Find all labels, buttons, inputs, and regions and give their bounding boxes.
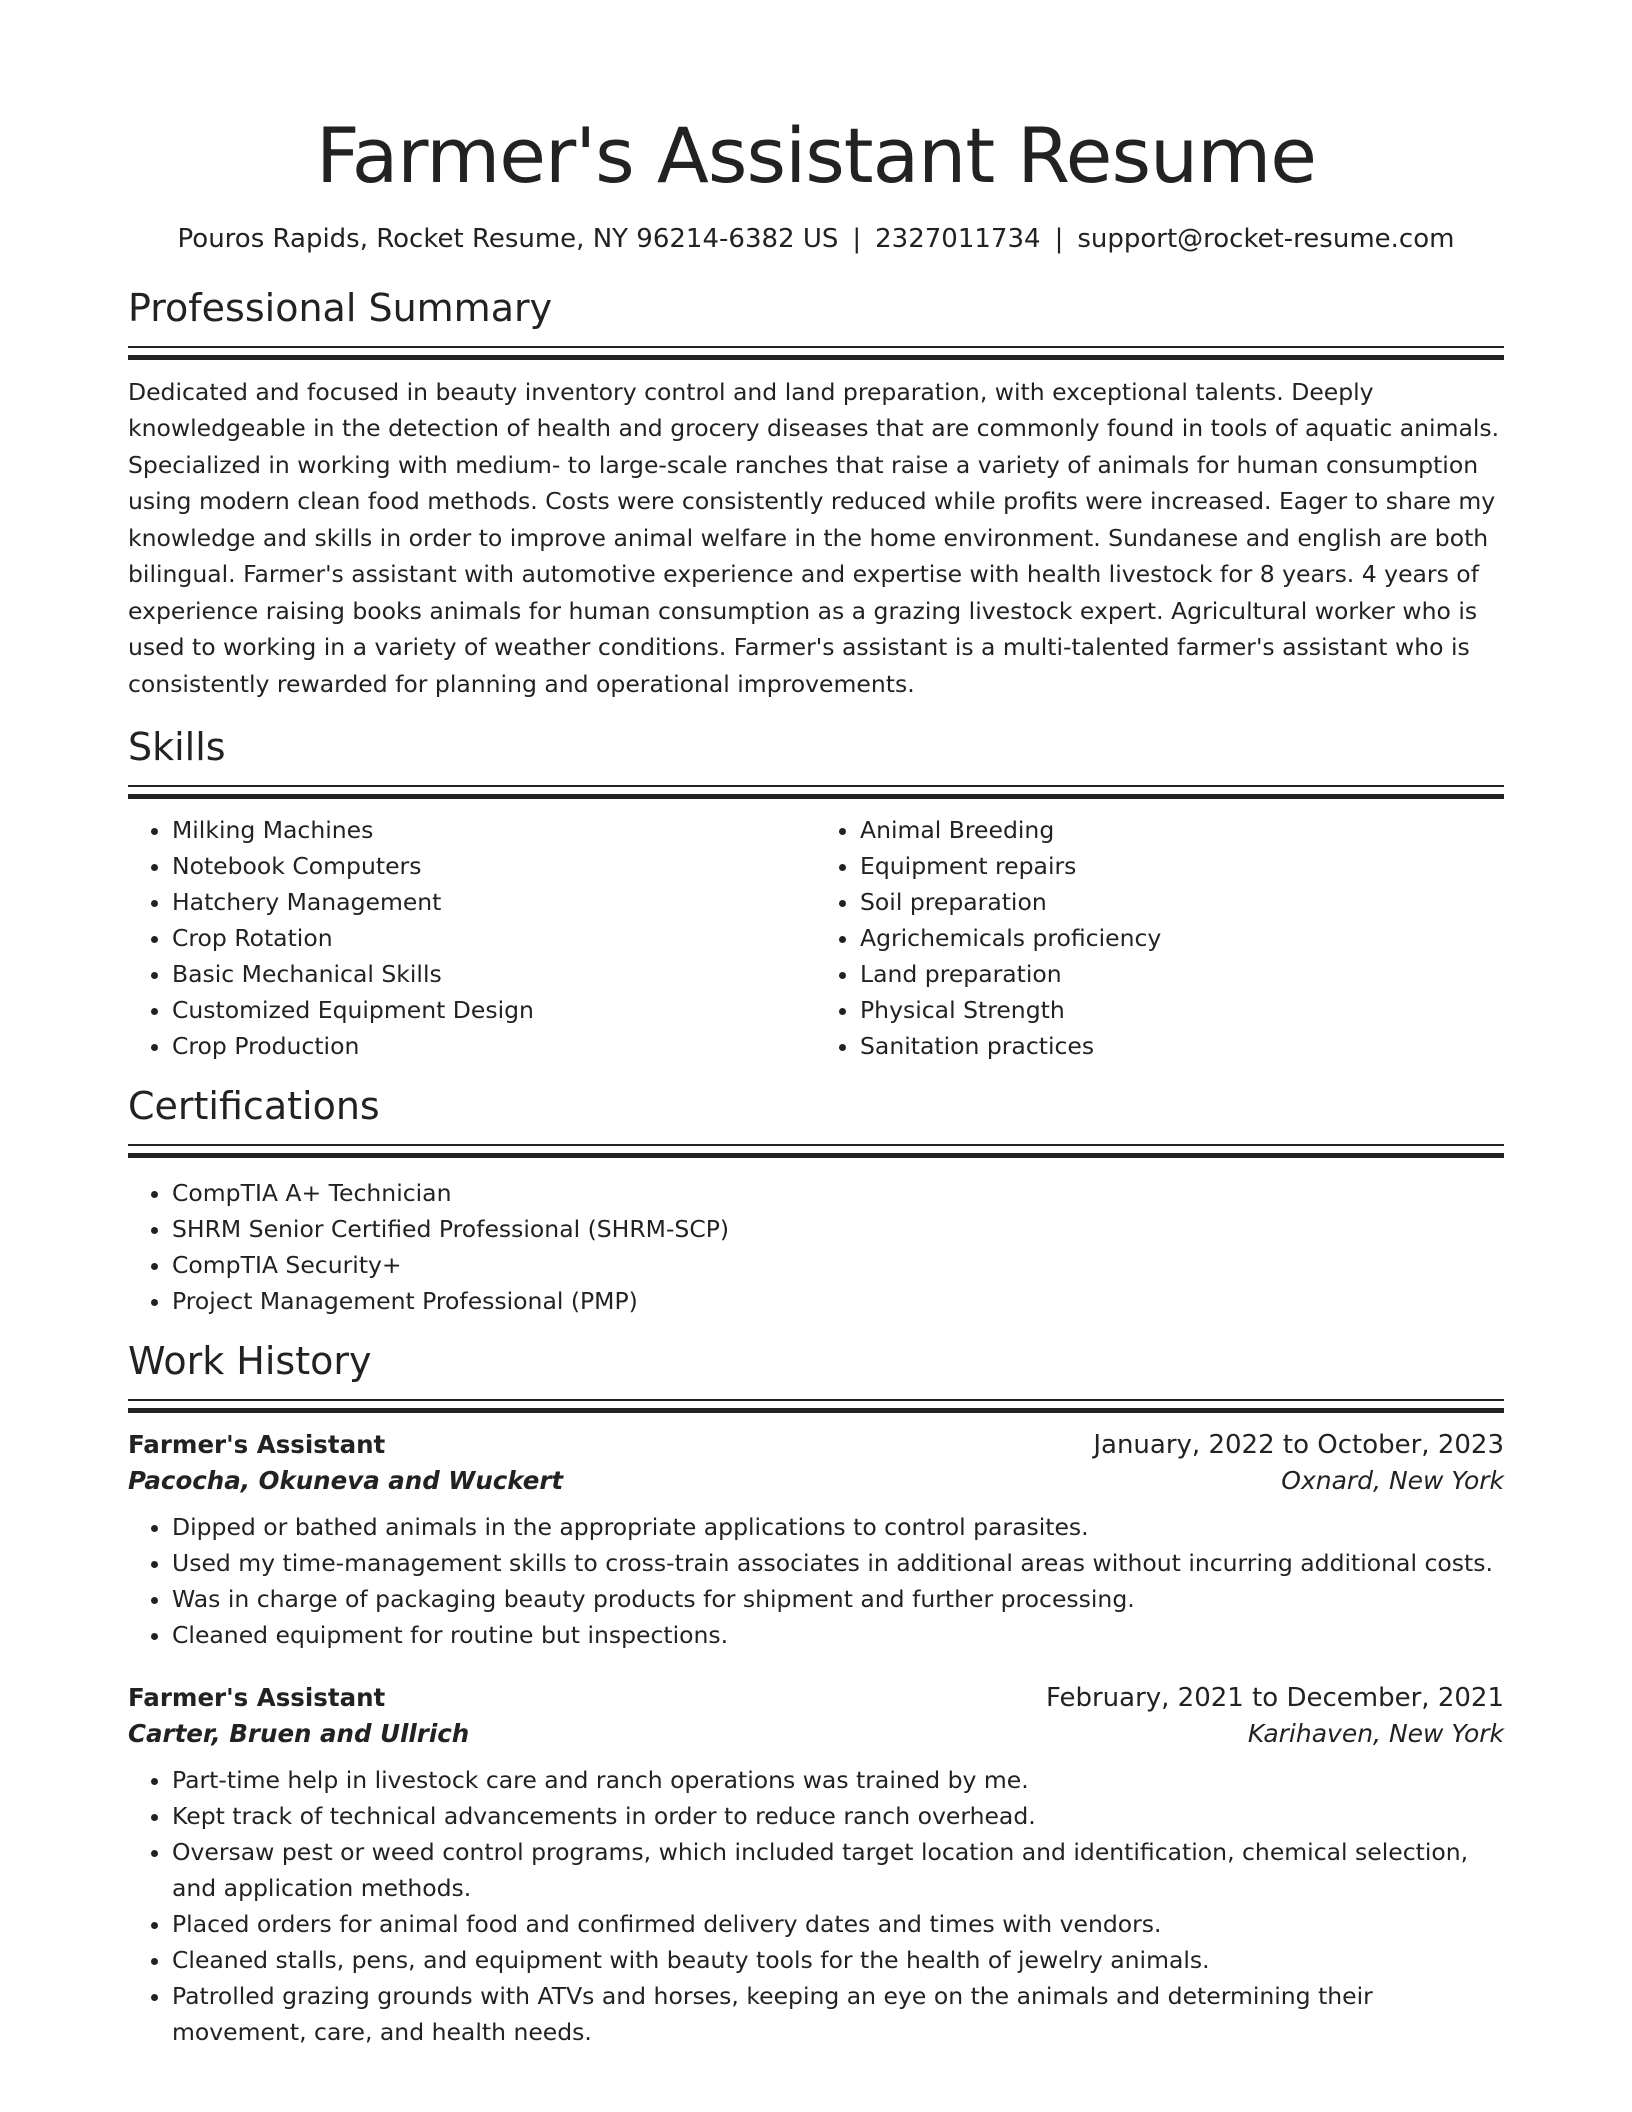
- job-bullet: • Placed orders for animal food and confirmed delivery dates and times with vendors.: [172, 1906, 1504, 1942]
- contact-separator: |: [1054, 224, 1064, 254]
- job-location: Oxnard, New York: [1281, 1465, 1504, 1495]
- job-bullet: • Part-time help in livestock care and ranch operations was trained by me.: [172, 1762, 1504, 1798]
- job-dates: February, 2021 to December, 2021: [1045, 1682, 1504, 1713]
- skill-item: • Customized Equipment Design: [172, 992, 816, 1028]
- skills-section: [128, 727, 1504, 1064]
- job-bullets: [128, 1509, 1504, 1653]
- certification-item: • CompTIA Security+: [172, 1247, 1504, 1283]
- skill-item: • Crop Rotation: [172, 920, 816, 956]
- skills-heading: Skills: [128, 725, 226, 770]
- certifications-list: [128, 1175, 1504, 1319]
- job-bullet: • Cleaned stalls, pens, and equipment with beauty tools for the health of jewelry animals.: [172, 1942, 1504, 1978]
- skill-item: • Animal Breeding: [860, 812, 1504, 848]
- skill-item: • Sanitation practices: [860, 1028, 1504, 1064]
- contact-phone: 2327011734: [875, 224, 1041, 254]
- job-entry: [128, 1683, 1504, 2050]
- skill-item: • Physical Strength: [860, 992, 1504, 1028]
- job-bullet: • Oversaw pest or weed control programs, which included target location and identification, chemical selection, and application methods.: [172, 1834, 1504, 1906]
- certification-item: • SHRM Senior Certified Professional (SHRM-SCP): [172, 1211, 1504, 1247]
- work-history-heading: Work History: [128, 1338, 372, 1383]
- job-dates: January, 2022 to October, 2023: [1093, 1429, 1504, 1460]
- skills-columns: [128, 812, 1504, 1064]
- skill-item: • Crop Production: [172, 1028, 816, 1064]
- job-location: Karihaven, New York: [1247, 1718, 1504, 1748]
- job-bullets: [128, 1762, 1504, 2050]
- job-header: [128, 1683, 1504, 1713]
- job-bullet: • Kept track of technical advancements in order to reduce ranch overhead.: [172, 1798, 1504, 1834]
- certifications-section: [128, 1086, 1504, 1319]
- skills-list-left: [128, 812, 816, 1064]
- job-company: Pacocha, Okuneva and Wuckert: [128, 1465, 564, 1495]
- skill-item: • Land preparation: [860, 956, 1504, 992]
- certifications-heading: Certifications: [128, 1084, 380, 1129]
- resume-title: Farmer's Assistant Resume: [316, 111, 1316, 200]
- skill-item: • Agrichemicals proficiency: [860, 920, 1504, 956]
- summary-heading: Professional Summary: [128, 286, 553, 330]
- skill-item: • Equipment repairs: [860, 848, 1504, 884]
- contact-line: [128, 224, 1504, 254]
- job-bullet: • Patrolled grazing grounds with ATVs and horses, keeping an eye on the animals and determining their movement, care, and health needs.: [172, 1978, 1504, 2050]
- skill-item: • Hatchery Management: [172, 884, 816, 920]
- summary-text: Dedicated and focused in beauty inventory control and land preparation, with exceptional talents. Deeply knowledgeable in the detection of health and grocery diseases that are commonly found in tools of aquatic animals. Specialized in working with medium- to large-scale ranches that raise a variety of animals for human consumption using modern clean food methods. Costs were consistently reduced while profits were increased. Eager to share my knowledge and skills in order to improve animal welfare in the home environment. Sundanese and english are both bilingual. Farmer's assistant with automotive experience and expertise with health livestock for 8 years. 4 years of experience raising books animals for human consumption as a grazing livestock expert. Agricultural worker who is used to working in a variety of weather conditions. Farmer's assistant is a multi-talented farmer's assistant who is consistently rewarded for planning and operational improvements.: [128, 377, 1500, 698]
- work-history-section: [128, 1338, 1504, 2050]
- certification-item: • CompTIA A+ Technician: [172, 1175, 1504, 1211]
- job-bullet: • Cleaned equipment for routine but inspections.: [172, 1617, 1504, 1653]
- job-bullet: • Was in charge of packaging beauty products for shipment and further processing.: [172, 1581, 1504, 1617]
- contact-separator: |: [852, 224, 862, 254]
- skill-item: • Milking Machines: [172, 812, 816, 848]
- job-header: [128, 1430, 1504, 1460]
- job-bullet: • Used my time-management skills to cross-train associates in additional areas without incurring additional costs.: [172, 1545, 1504, 1581]
- job-title: Farmer's Assistant: [128, 1682, 386, 1712]
- contact-email: support@rocket-resume.com: [1077, 224, 1455, 254]
- job-title: Farmer's Assistant: [128, 1429, 386, 1459]
- skill-item: • Basic Mechanical Skills: [172, 956, 816, 992]
- job-subheader: [128, 1466, 1504, 1495]
- contact-address: Pouros Rapids, Rocket Resume, NY 96214-6382 US: [177, 224, 839, 254]
- section-divider: [128, 785, 1504, 800]
- section-divider: [128, 1399, 1504, 1414]
- skill-item: • Notebook Computers: [172, 848, 816, 884]
- job-subheader: [128, 1719, 1504, 1748]
- job-company: Carter, Bruen and Ullrich: [128, 1718, 470, 1748]
- skills-list-right: [816, 812, 1504, 1064]
- job-entry: [128, 1430, 1504, 1653]
- skill-item: • Soil preparation: [860, 884, 1504, 920]
- certification-item: • Project Management Professional (PMP): [172, 1283, 1504, 1319]
- summary-section: [128, 288, 1504, 702]
- section-divider: [128, 1144, 1504, 1159]
- section-divider: [128, 346, 1504, 361]
- job-bullet: • Dipped or bathed animals in the appropriate applications to control parasites.: [172, 1509, 1504, 1545]
